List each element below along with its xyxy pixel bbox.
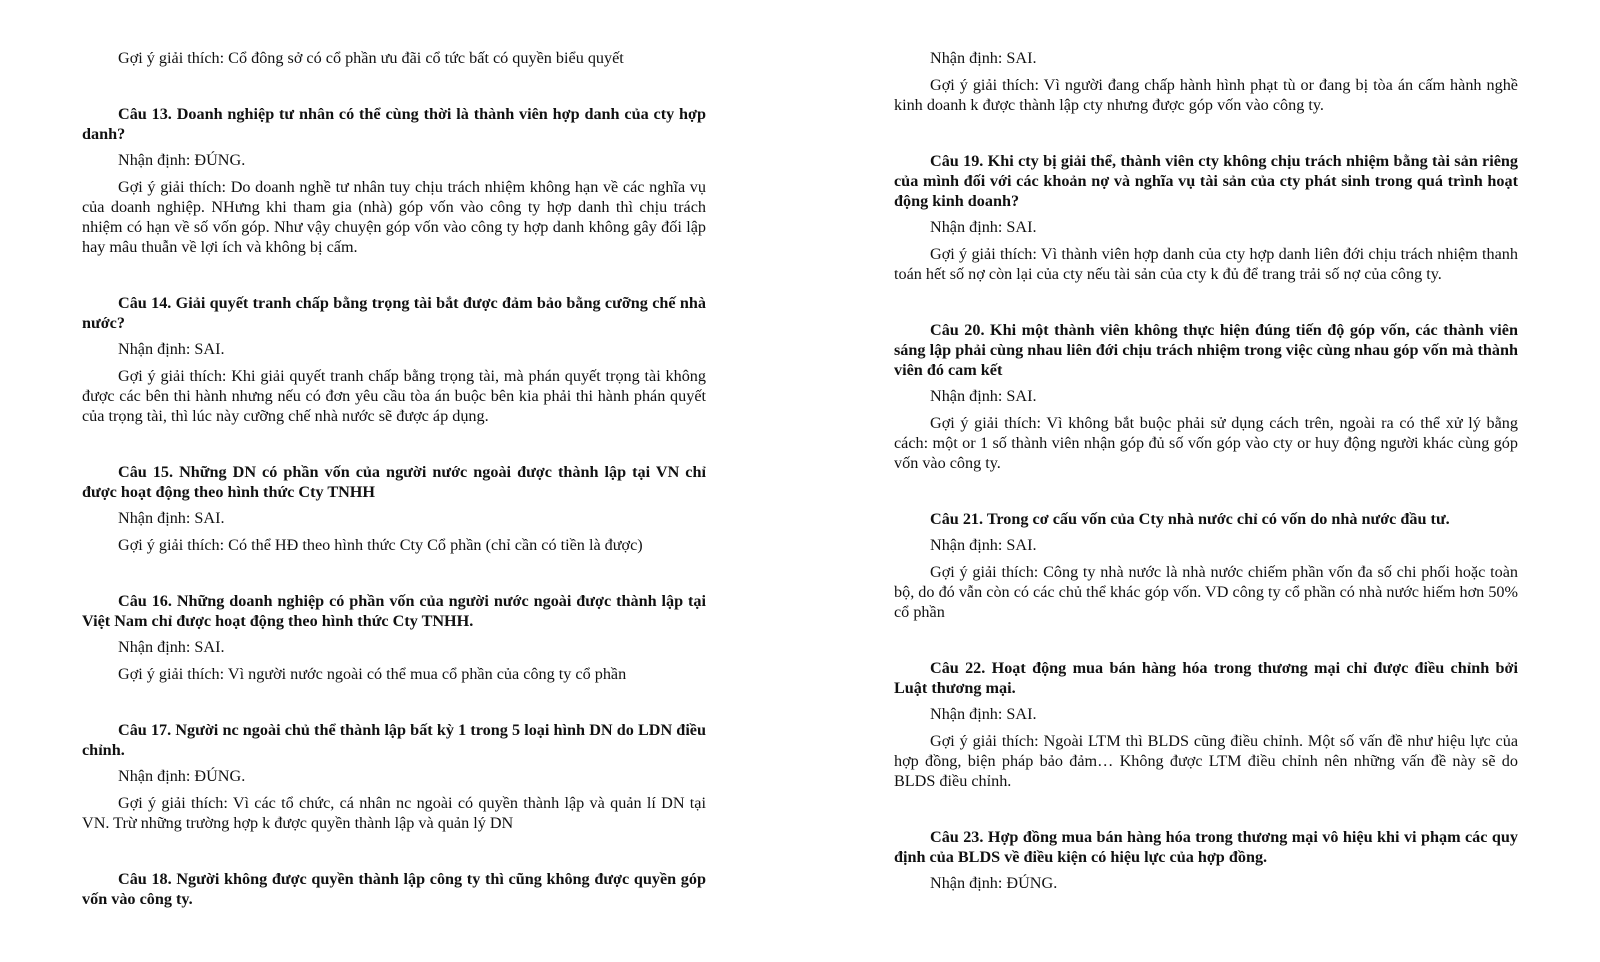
question-20: Câu 20. Khi một thành viên không thực hiện đúng tiến độ góp vốn, các thành viên sáng lập phải cùng nhau liên đới chịu trách nhiệm trong việc cùng nhau góp vốn mà thành viên đó cam kết (894, 321, 1518, 379)
question-22: Câu 22. Hoạt động mua bán hàng hóa trong thương mại chỉ được điều chỉnh bởi Luật thương mại. (894, 659, 1518, 697)
question-14: Câu 14. Giải quyết tranh chấp bằng trọng tài bắt được đảm bảo bằng cưỡng chế nhà nước? (82, 294, 706, 332)
explanation-18: Gợi ý giải thích: Vì người đang chấp hành hình phạt tù or đang bị tòa án cấm hành nghề kinh doanh k được thành lập cty nhưng được góp vốn vào công ty. (894, 76, 1518, 114)
right-page (894, 48, 1518, 893)
question-23: Câu 23. Hợp đồng mua bán hàng hóa trong thương mại vô hiệu khi vi phạm các quy định của BLDS về điều kiện có hiệu lực của hợp đồng. (894, 828, 1518, 866)
verdict-19: Nhận định: SAI. (930, 218, 1037, 236)
question-18: Câu 18. Người không được quyền thành lập công ty thì cũng không được quyền góp vốn vào công ty. (82, 870, 706, 908)
question-17: Câu 17. Người nc ngoài chủ thể thành lập bất kỳ 1 trong 5 loại hình DN do LDN điều chỉnh. (82, 721, 706, 759)
explanation-13: Gợi ý giải thích: Do doanh nghề tư nhân tuy chịu trách nhiệm không hạn về các nghĩa vụ của doanh nghiệp. NHưng khi tham gia (nhà) góp vốn vào công ty hợp danh thì chịu trách nhiệm có hạn về số vốn góp. Như vậy chuyện góp vốn vào công ty hợp danh không gây đối lập hay mâu thuẫn về lợi ích và không bị cấm. (82, 178, 706, 256)
question-19: Câu 19. Khi cty bị giải thể, thành viên cty không chịu trách nhiệm bằng tài sản riêng của mình đối với các khoản nợ và nghĩa vụ tài sản của cty phát sinh trong quá trình hoạt động kinh doanh? (894, 152, 1518, 210)
explanation-16: Gợi ý giải thích: Vì người nước ngoài có thể mua cổ phần của công ty cổ phần (118, 665, 627, 683)
verdict-22: Nhận định: SAI. (930, 705, 1037, 723)
verdict-16: Nhận định: SAI. (118, 638, 225, 656)
explanation-12: Gợi ý giải thích: Cổ đông sở có cổ phần ưu đãi cổ tức bất có quyền biểu quyết (118, 49, 624, 67)
verdict-20: Nhận định: SAI. (930, 387, 1037, 405)
explanation-21: Gợi ý giải thích: Công ty nhà nước là nhà nước chiếm phần vốn đa số chi phối hoặc toàn bộ, do đó vẫn còn có các chủ thể khác góp vốn. VD công ty cổ phần có nhà nước hiếm hơn 50% cổ phần (894, 563, 1518, 621)
left-page (82, 48, 706, 909)
explanation-19: Gợi ý giải thích: Vì thành viên hợp danh của cty hợp danh liên đới chịu trách nhiệm thanh toán hết số nợ còn lại của cty nếu tài sản của cty k đủ để trang trải số nợ của công ty. (894, 245, 1518, 283)
question-21: Câu 21. Trong cơ cấu vốn của Cty nhà nước chỉ có vốn do nhà nước đầu tư. (930, 510, 1450, 528)
verdict-17: Nhận định: ĐÚNG. (118, 767, 246, 785)
explanation-22: Gợi ý giải thích: Ngoài LTM thì BLDS cũng điều chỉnh. Một số vấn đề như hiệu lực của hợp đồng, biện pháp bảo đảm… Không được LTM điều chỉnh nên những vấn đề này sẽ do BLDS điều chỉnh. (894, 732, 1518, 790)
verdict-21: Nhận định: SAI. (930, 536, 1037, 554)
verdict-13: Nhận định: ĐÚNG. (118, 151, 246, 169)
verdict-18: Nhận định: SAI. (930, 49, 1037, 67)
explanation-15: Gợi ý giải thích: Có thể HĐ theo hình thức Cty Cổ phần (chỉ cần có tiền là được) (118, 536, 643, 554)
explanation-14: Gợi ý giải thích: Khi giải quyết tranh chấp bằng trọng tài, mà phán quyết trọng tài không được các bên thi hành nhưng nếu có đơn yêu cầu tòa án buộc bên kia phải thi hành phán quyết của trọng tài, thì lúc này cưỡng chế nhà nước sẽ được áp dụng. (82, 367, 706, 425)
verdict-15: Nhận định: SAI. (118, 509, 225, 527)
question-15: Câu 15. Những DN có phần vốn của người nước ngoài được thành lập tại VN chỉ được hoạt động theo hình thức Cty TNHH (82, 463, 706, 501)
verdict-14: Nhận định: SAI. (118, 340, 225, 358)
verdict-23: Nhận định: ĐÚNG. (930, 874, 1058, 892)
explanation-17: Gợi ý giải thích: Vì các tổ chức, cá nhân nc ngoài có quyền thành lập và quản lí DN tại VN. Trừ những trường hợp k được quyền thành lập và quản lý DN (82, 794, 706, 832)
explanation-20: Gợi ý giải thích: Vì không bắt buộc phải sử dụng cách trên, ngoài ra có thể xử lý bằng cách: một or 1 số thành viên nhận góp đủ số vốn góp vào cty or huy động người khác cùng góp vốn vào công ty. (894, 414, 1518, 472)
question-16: Câu 16. Những doanh nghiệp có phần vốn của người nước ngoài được thành lập tại Việt Nam chỉ được hoạt động theo hình thức Cty TNHH. (82, 592, 706, 630)
question-13: Câu 13. Doanh nghiệp tư nhân có thể cùng thời là thành viên hợp danh của cty hợp danh? (82, 105, 706, 143)
